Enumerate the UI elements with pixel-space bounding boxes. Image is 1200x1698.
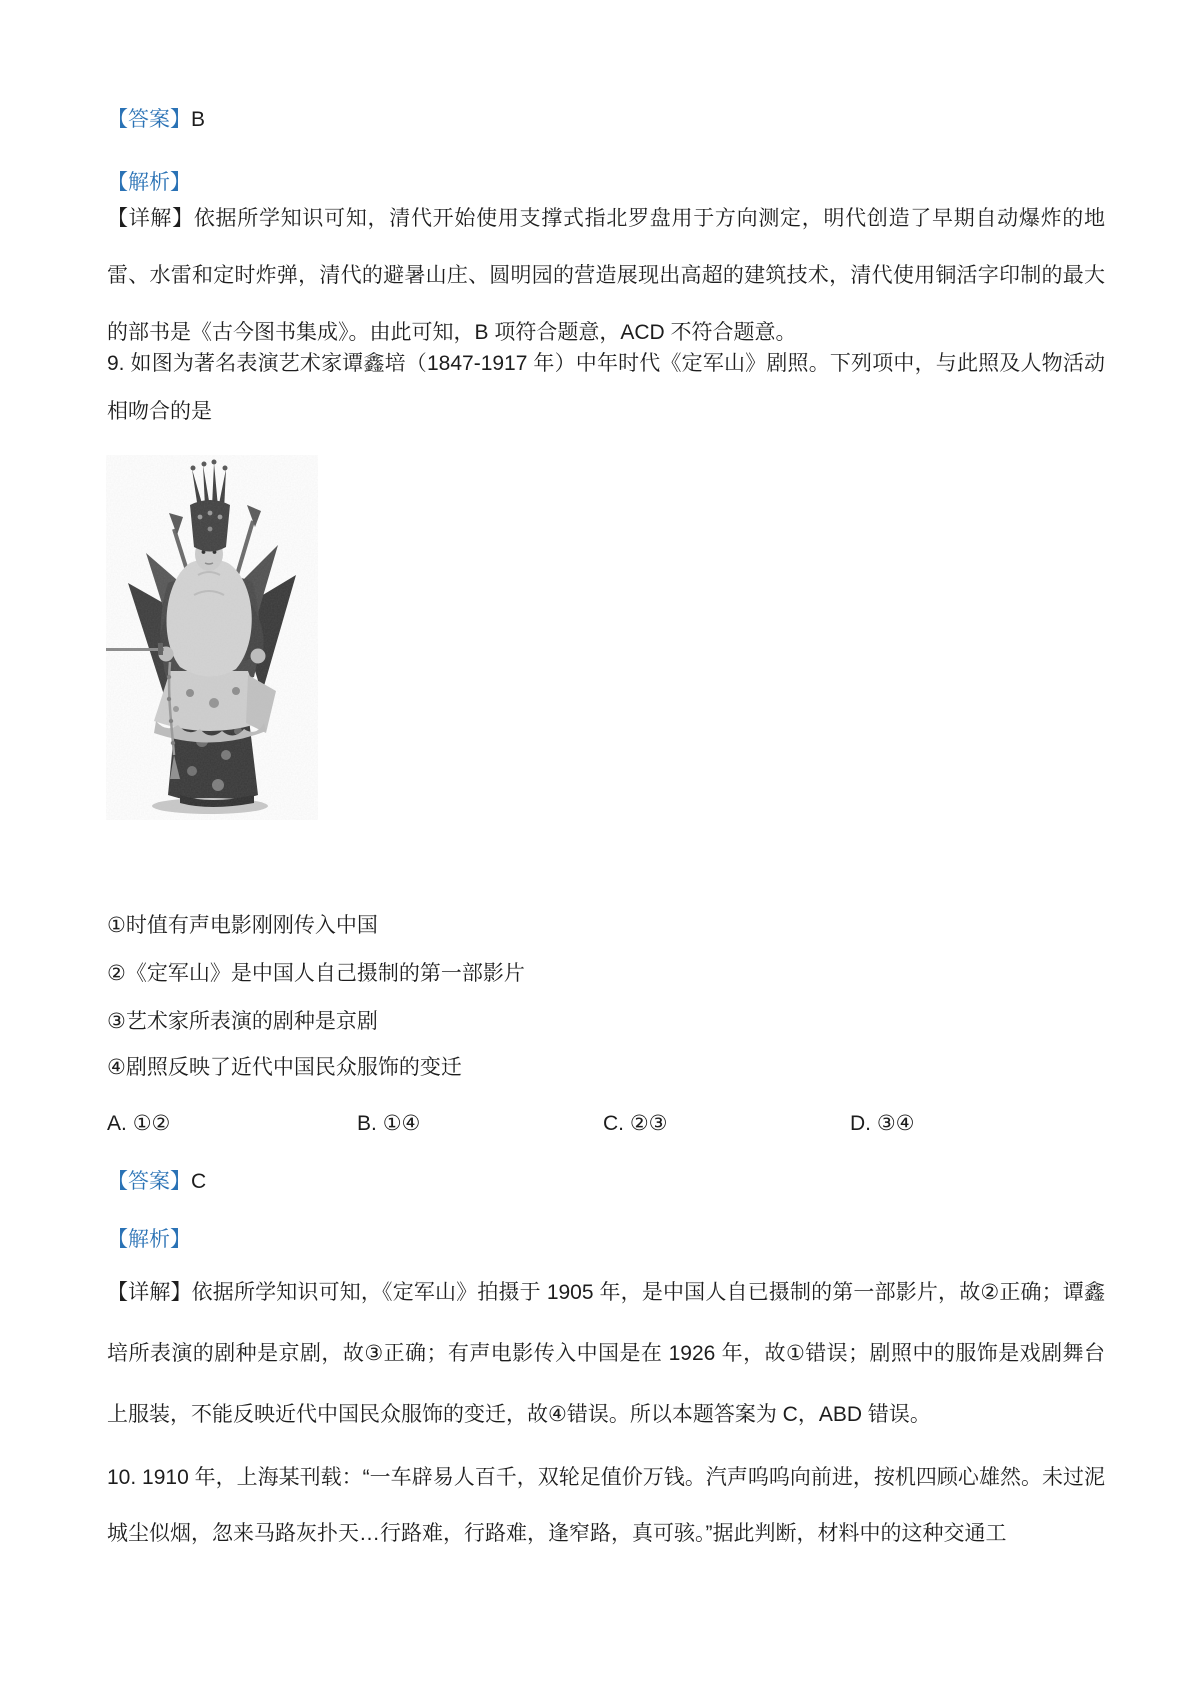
- answer-line-q9: [107, 1168, 206, 1195]
- detail-paragraph-q9: 【详解】依据所学知识可知，《定军山》拍摄于 1905 年，是中国人自已摄制的第一部影片，故②正确；谭鑫培所表演的剧种是京剧，故③正确；有声电影传入中国是在 1926 年，故①错误；剧照中的服饰是戏剧舞台上服装，不能反映近代中国民众服饰的变迁，故④错误。所以本题答案为 C，ABD 错误。: [107, 1281, 1105, 1426]
- question9-photo: [106, 455, 318, 820]
- option-b-label: B.: [357, 1112, 377, 1135]
- answer-value: B: [191, 108, 206, 131]
- option-a-value: ①②: [132, 1112, 171, 1135]
- answer-label: 【答案】: [107, 108, 191, 131]
- option-d-label: D.: [850, 1112, 871, 1135]
- statement-2: ②《定军山》是中国人自己摄制的第一部影片: [107, 962, 525, 985]
- opera-performer-illustration: [106, 455, 318, 820]
- statement-3: ③艺术家所表演的剧种是京剧: [107, 1010, 378, 1033]
- option-c-value: ②③: [629, 1112, 668, 1135]
- question9-stem: 9. 如图为著名表演艺术家谭鑫培（1847-1917 年）中年时代《定军山》剧照。下列项中，与此照及人物活动相吻合的是: [107, 352, 1105, 423]
- question10-stem: 10. 1910 年，上海某刊载：“一车辟易人百千，双轮足值价万钱。汽声呜呜向前进，按机四顾心雄然。未过泥城尘似烟，忽来马路灰扑天…行路难，行路难，逢窄路，真可骇。”据此判断，材料中的这种交通工: [107, 1466, 1105, 1545]
- answer-line-q8: [107, 106, 205, 133]
- answer-value: C: [191, 1170, 207, 1193]
- analysis-label-q8: 【解析】: [107, 171, 191, 194]
- option-a-label: A.: [107, 1112, 127, 1135]
- statement-4: ④剧照反映了近代中国民众服饰的变迁: [107, 1056, 462, 1079]
- detail-paragraph-q8: 【详解】依据所学知识可知，清代开始使用支撑式指北罗盘用于方向测定，明代创造了早期自动爆炸的地雷、水雷和定时炸弹，清代的避暑山庄、圆明园的营造展现出高超的建筑技术，清代使用铜活字印制的最大的部书是《古今图书集成》。由此可知，B 项符合题意，ACD 不符合题意。: [107, 207, 1105, 344]
- option-d-value: ③④: [876, 1112, 915, 1135]
- answer-label: 【答案】: [107, 1170, 191, 1193]
- analysis-label-q9: 【解析】: [107, 1228, 191, 1251]
- statement-1: ①时值有声电影刚刚传入中国: [107, 914, 378, 937]
- option-c-label: C.: [603, 1112, 624, 1135]
- option-b: [357, 1110, 420, 1137]
- option-b-value: ①④: [382, 1112, 421, 1135]
- option-c: [603, 1110, 668, 1137]
- photo-grain: [110, 457, 314, 817]
- option-d: [850, 1110, 915, 1137]
- option-a: [107, 1110, 170, 1137]
- options-row: [107, 1110, 1105, 1140]
